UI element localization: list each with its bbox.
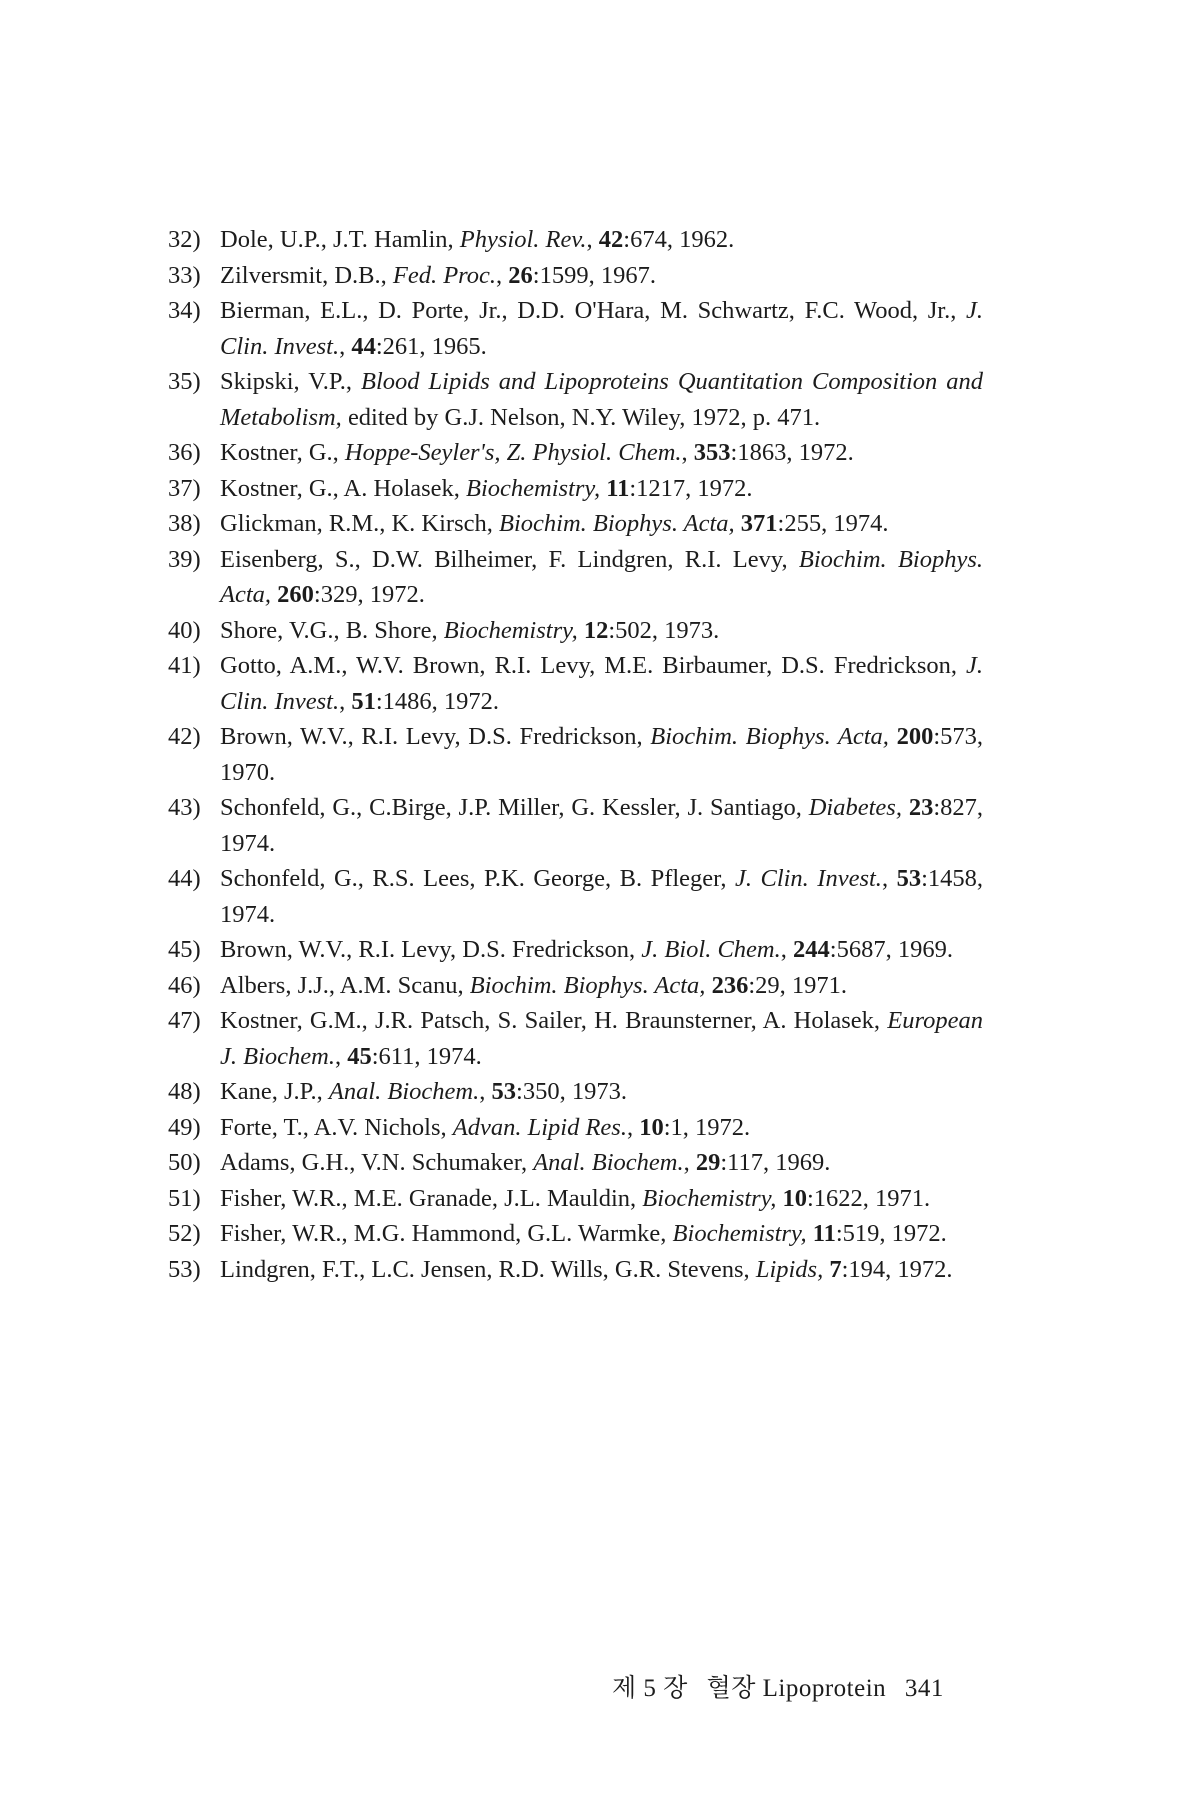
reference-text — [220, 1185, 930, 1212]
citation-text: :519, 1972. — [835, 1220, 947, 1247]
citation-text: edited by G.J. Nelson, N.Y. Wiley, 1972, p. 471. — [341, 403, 821, 431]
journal-title: Anal. Biochem. — [533, 1149, 684, 1176]
reference-text — [220, 617, 719, 644]
reference-item — [168, 222, 983, 258]
citation-text: Zilversmit, D.B., — [220, 261, 393, 289]
citation-text: :255, 1974. — [777, 510, 889, 537]
reference-item — [168, 542, 983, 613]
citation-text: Shore, V.G., B. Shore, — [220, 616, 444, 644]
reference-number: 41) — [168, 652, 201, 679]
reference-text — [220, 297, 983, 360]
reference-text — [220, 1007, 983, 1070]
citation-text: Kostner, G., — [220, 439, 345, 466]
citation-text: Lindgren, F.T., L.C. Jensen, R.D. Wills, G.R. Stevens, — [220, 1255, 756, 1283]
journal-title: Biochemistry, — [672, 1220, 807, 1247]
volume-number: 11 — [606, 474, 630, 502]
citation-text: :117, 1969. — [720, 1149, 831, 1176]
journal-title: Anal. Biochem. — [328, 1078, 480, 1105]
volume-number: 371 — [740, 510, 778, 537]
citation-text: Schonfeld, G., C.Birge, J.P. Miller, G. Kessler, J. Santiago, — [220, 794, 809, 821]
reference-item — [168, 1145, 983, 1181]
reference-number: 36) — [168, 439, 201, 466]
volume-number: 44 — [351, 332, 376, 360]
reference-text — [220, 972, 847, 999]
journal-title: Biochemistry, — [466, 474, 601, 502]
citation-text: , — [339, 332, 352, 360]
citation-text: :1217, 1972. — [629, 474, 753, 502]
citation-text: Glickman, R.M., K. Kirsch, — [220, 510, 499, 537]
page-number: 341 — [904, 1675, 944, 1702]
reference-text — [220, 226, 734, 253]
reference-text — [220, 936, 953, 963]
reference-item — [168, 861, 983, 932]
citation-text: Kostner, G., A. Holasek, — [220, 474, 467, 502]
volume-number: 29 — [695, 1149, 721, 1176]
reference-text — [220, 368, 983, 431]
reference-text — [220, 723, 983, 786]
citation-text: Adams, G.H., V.N. Schumaker, — [220, 1149, 534, 1176]
reference-number: 33) — [168, 261, 201, 289]
citation-text: Forte, T., A.V. Nichols, — [220, 1113, 453, 1141]
journal-title: Lipids, — [755, 1255, 824, 1283]
citation-text: Eisenberg, S., D.W. Bilheimer, F. Lindgren, R.I. Levy, — [220, 545, 799, 573]
citation-text: Schonfeld, G., R.S. Lees, P.K. George, B. Pfleger, — [220, 865, 735, 892]
reference-text — [220, 475, 753, 502]
reference-item — [168, 258, 983, 294]
reference-text — [220, 439, 854, 466]
reference-item — [168, 364, 983, 435]
reference-text — [220, 1220, 947, 1247]
reference-number: 53) — [168, 1255, 201, 1283]
volume-number: 53 — [491, 1078, 517, 1105]
reference-number: 40) — [168, 616, 201, 644]
citation-text: Albers, J.J., A.M. Scanu, — [220, 971, 470, 999]
journal-title: Biochim. Biophys. Acta, — [220, 545, 983, 608]
footer-section: 혈장 Lipoprotein — [706, 1675, 887, 1702]
reference-text — [220, 1114, 750, 1141]
reference-item — [168, 471, 983, 507]
volume-number: 244 — [793, 936, 830, 963]
reference-text — [220, 262, 656, 289]
reference-text — [220, 1149, 830, 1176]
citation-text: :611, 1974. — [371, 1042, 482, 1070]
citation-text: :1863, 1972. — [730, 439, 854, 466]
citation-text: , — [339, 687, 352, 715]
citation-text: Gotto, A.M., W.V. Brown, R.I. Levy, M.E. Birbaumer, D.S. Fredrickson, — [220, 652, 966, 679]
reference-number: 34) — [168, 297, 201, 324]
volume-number: 45 — [347, 1042, 372, 1070]
reference-item — [168, 719, 983, 790]
journal-title: Biochemistry, — [443, 616, 578, 644]
journal-title: Biochemistry, — [642, 1184, 777, 1212]
citation-text: :261, 1965. — [375, 332, 487, 360]
reference-item — [168, 790, 983, 861]
volume-number: 11 — [812, 1220, 836, 1247]
journal-title: Hoppe-Seyler's, Z. Physiol. Chem. — [344, 439, 682, 466]
reference-text — [220, 865, 983, 928]
reference-number: 50) — [168, 1149, 201, 1176]
citation-text: :194, 1972. — [841, 1255, 953, 1283]
reference-number: 38) — [168, 510, 201, 537]
citation-text: , — [479, 1078, 492, 1105]
citation-text: :1622, 1971. — [806, 1184, 931, 1212]
reference-number: 35) — [168, 368, 201, 395]
citation-text: :827, 1974. — [220, 794, 983, 857]
citation-text: :1599, 1967. — [532, 261, 656, 289]
reference-item — [168, 968, 983, 1004]
reference-item — [168, 1252, 983, 1288]
citation-text: Brown, W.V., R.I. Levy, D.S. Fredrickson, — [220, 936, 642, 963]
journal-title: Advan. Lipid Res. — [452, 1113, 627, 1141]
volume-number: 23 — [908, 794, 934, 821]
reference-item — [168, 506, 983, 542]
citation-text: Skipski, V.P., — [220, 368, 361, 395]
reference-text — [220, 1256, 953, 1283]
citation-text: :5687, 1969. — [829, 936, 953, 963]
reference-item — [168, 1110, 983, 1146]
reference-number: 46) — [168, 971, 201, 999]
citation-text: , — [881, 865, 897, 892]
reference-text — [220, 1078, 627, 1105]
volume-number: 7 — [829, 1255, 842, 1283]
journal-title: Fed. Proc. — [392, 261, 497, 289]
citation-text: Kostner, G.M., J.R. Patsch, S. Sailer, H. Braunsterner, A. Holasek, — [220, 1007, 888, 1034]
citation-text: , — [626, 1113, 640, 1141]
journal-title: J. Clin. Invest. — [220, 652, 983, 715]
journal-title: J. Biol. Chem. — [641, 936, 781, 963]
reference-item — [168, 932, 983, 968]
citation-text: Kane, J.P., — [220, 1078, 329, 1105]
volume-number: 353 — [693, 439, 731, 466]
reference-number: 42) — [168, 723, 201, 750]
reference-text — [220, 794, 983, 857]
reference-item — [168, 613, 983, 649]
journal-title: Physiol. Rev. — [459, 226, 587, 253]
citation-text: :350, 1973. — [516, 1078, 627, 1105]
journal-title: Biochim. Biophys. Acta, — [499, 510, 735, 537]
citation-text: Fisher, W.R., M.G. Hammond, G.L. Warmke, — [220, 1220, 673, 1247]
journal-title: J. Clin. Invest. — [220, 297, 983, 360]
reference-number: 47) — [168, 1007, 201, 1034]
volume-number: 42 — [598, 226, 624, 253]
journal-title: European J. Biochem. — [220, 1007, 983, 1070]
citation-text — [889, 723, 897, 750]
footer-chapter: 제 5 장 — [612, 1675, 688, 1702]
reference-list — [168, 222, 983, 1287]
journal-title: Blood Lipids and Lipoproteins Quantitation Composition and Metabolism, — [220, 368, 983, 431]
reference-text — [220, 652, 983, 715]
volume-number: 260 — [277, 581, 314, 608]
volume-number: 12 — [583, 616, 609, 644]
journal-title: J. Clin. Invest. — [734, 865, 882, 892]
reference-number: 44) — [168, 865, 201, 892]
journal-title: Biochim. Biophys. Acta, — [650, 723, 889, 750]
reference-text — [220, 510, 888, 537]
citation-text: :1458, 1974. — [220, 865, 983, 928]
reference-item — [168, 1003, 983, 1074]
citation-text: Brown, W.V., R.I. Levy, D.S. Fredrickson, — [220, 723, 651, 750]
citation-text: :29, 1971. — [748, 971, 847, 999]
journal-title: Biochim. Biophys. Acta, — [469, 971, 706, 999]
reference-number: 39) — [168, 545, 201, 573]
citation-text: :329, 1972. — [313, 581, 425, 608]
citation-text: , — [780, 936, 794, 963]
volume-number: 200 — [896, 723, 934, 750]
reference-item — [168, 1216, 983, 1252]
citation-text: , — [334, 1042, 348, 1070]
reference-item — [168, 1074, 983, 1110]
reference-number: 45) — [168, 936, 201, 963]
reference-number: 48) — [168, 1078, 201, 1105]
reference-number: 49) — [168, 1113, 201, 1141]
citation-text: :1486, 1972. — [375, 687, 500, 715]
citation-text: Dole, U.P., J.T. Hamlin, — [220, 226, 460, 253]
volume-number: 53 — [896, 865, 922, 892]
journal-title: Diabetes, — [808, 794, 902, 821]
reference-text — [220, 546, 983, 609]
citation-text: , — [586, 226, 599, 253]
volume-number: 51 — [351, 687, 376, 715]
reference-number: 51) — [168, 1184, 201, 1212]
reference-number: 43) — [168, 794, 201, 821]
citation-text: :1, 1972. — [663, 1113, 751, 1141]
citation-text: Bierman, E.L., D. Porte, Jr., D.D. O'Hara, M. Schwartz, F.C. Wood, Jr., — [220, 297, 966, 324]
citation-text — [902, 794, 909, 821]
volume-number: 26 — [508, 261, 533, 289]
citation-text: , — [683, 1149, 696, 1176]
citation-text: Fisher, W.R., M.E. Granade, J.L. Mauldin, — [220, 1184, 643, 1212]
citation-text: , — [681, 439, 694, 466]
citation-text: :674, 1962. — [623, 226, 735, 253]
volume-number: 10 — [782, 1184, 807, 1212]
volume-number: 10 — [639, 1113, 664, 1141]
reference-number: 32) — [168, 226, 201, 253]
reference-item — [168, 648, 983, 719]
citation-text: :573, 1970. — [220, 723, 983, 786]
citation-text: :502, 1973. — [608, 616, 720, 644]
reference-number: 52) — [168, 1220, 201, 1247]
reference-item — [168, 293, 983, 364]
reference-number: 37) — [168, 474, 201, 502]
reference-item — [168, 1181, 983, 1217]
reference-item — [168, 435, 983, 471]
volume-number: 236 — [711, 971, 749, 999]
citation-text: , — [496, 261, 509, 289]
page-footer — [612, 1668, 956, 1704]
